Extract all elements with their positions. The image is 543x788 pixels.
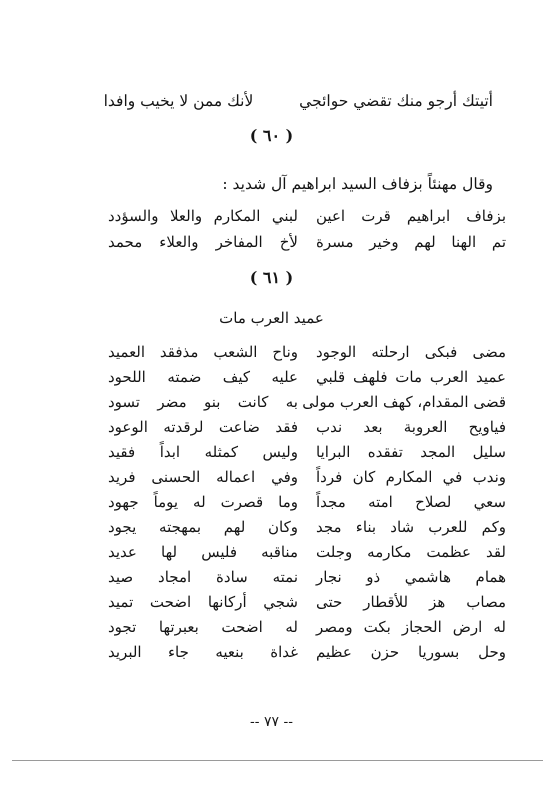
poem-60-verse (108, 230, 506, 254)
poem-61-verse (108, 440, 506, 464)
poem-61-verse (108, 415, 506, 439)
verse-first-hemistich: سليل المجد تفقده البرايا (316, 443, 506, 461)
verse-first-hemistich: وكم للعرب شاد بناء مجد (316, 518, 506, 536)
poem-61-verse (108, 590, 506, 614)
verse-second-hemistich: وكان لهم بمهجته يجود (108, 518, 298, 536)
poem-61-verse (108, 390, 506, 414)
verse-first-hemistich: له ارض الحجاز بكت ومصر (316, 618, 506, 636)
verse-second-hemistich: لأخ المفاخر والعلاء محمد (108, 233, 298, 251)
poem-60-intro: وقال مهنئاً بزفاف السيد ابراهيم آل شديد : (222, 175, 493, 193)
verse-second-hemistich: فقد ضاعت لرقدته الوعود (108, 418, 298, 436)
top-verse-second: لأنك ممن لا يخيب وافدا (103, 92, 254, 110)
verse-second-hemistich: به كانت بنو مضر تسود (108, 393, 298, 411)
verse-second-hemistich: عليه كيف ضمته اللحود (108, 368, 298, 386)
poem-61-verse (108, 340, 506, 364)
verse-first-hemistich: سعي لصلاح امته مجداً (316, 493, 506, 511)
verse-first-hemistich: وندب في المكارم كان فرداً (316, 468, 506, 486)
verse-second-hemistich: نمته سادة امجاد صيد (108, 568, 298, 586)
verse-second-hemistich: وليس كمثله ابداً فقيد (108, 443, 298, 461)
poem-61-number: ( ٦١ ) (249, 268, 294, 287)
verse-second-hemistich: غداة بنعيه جاء البريد (108, 643, 298, 661)
poem-60-verse (108, 204, 506, 228)
top-verse-first: أتيتك أرجو منك تقضي حوائجي (299, 92, 493, 110)
verse-first-hemistich: عميد العرب مات فلهف قلبي (316, 368, 506, 386)
poem-61-verse (108, 490, 506, 514)
poem-61-verse (108, 565, 506, 589)
poem-61-verse (108, 515, 506, 539)
bottom-rule (12, 760, 543, 761)
poem-61-verse (108, 365, 506, 389)
verse-second-hemistich: شجي أركانها اضحت تميد (108, 593, 298, 611)
top-verse (104, 90, 493, 112)
verse-second-hemistich: وناح الشعب مذفقد العميد (108, 343, 298, 361)
verse-first-hemistich: لقد عظمت مكارمه وجلت (316, 543, 506, 561)
verse-second-hemistich: مناقبه فليس لها عديد (108, 543, 298, 561)
poem-61-title: عميد العرب مات (219, 309, 324, 327)
poem-61-verse (108, 615, 506, 639)
poem-61-verse (108, 540, 506, 564)
verse-second-hemistich: وما قصرت له يوماً جهود (108, 493, 298, 511)
verse-first-hemistich: قضى المقدام، كهف العرب مولى (302, 393, 506, 411)
verse-first-hemistich: تم الهنا لهم وخير مسرة (316, 233, 506, 251)
poem-61-verse (108, 640, 506, 664)
verse-first-hemistich: وحل بسوريا حزن عظيم (316, 643, 506, 661)
verse-first-hemistich: مصاب هز للأقطار حتى (316, 593, 506, 611)
verse-second-hemistich: لبني المكارم والعلا والسؤدد (108, 207, 298, 225)
verse-first-hemistich: بزفاف ابراهيم قرت اعين (316, 207, 506, 225)
verse-second-hemistich: وفي اعماله الحسنى فريد (108, 468, 298, 486)
page-number: -- ٧٧ -- (250, 714, 293, 730)
poem-60-number: ( ٦٠ ) (249, 126, 294, 145)
verse-second-hemistich: له اضحت بعبرتها تجود (108, 618, 298, 636)
poem-61-verse (108, 465, 506, 489)
verse-first-hemistich: مضى فبكى ارحلته الوجود (316, 343, 506, 361)
verse-first-hemistich: همام هاشمي ذو نجار (316, 568, 506, 586)
verse-first-hemistich: فياويح العروبة بعد ندب (316, 418, 506, 436)
